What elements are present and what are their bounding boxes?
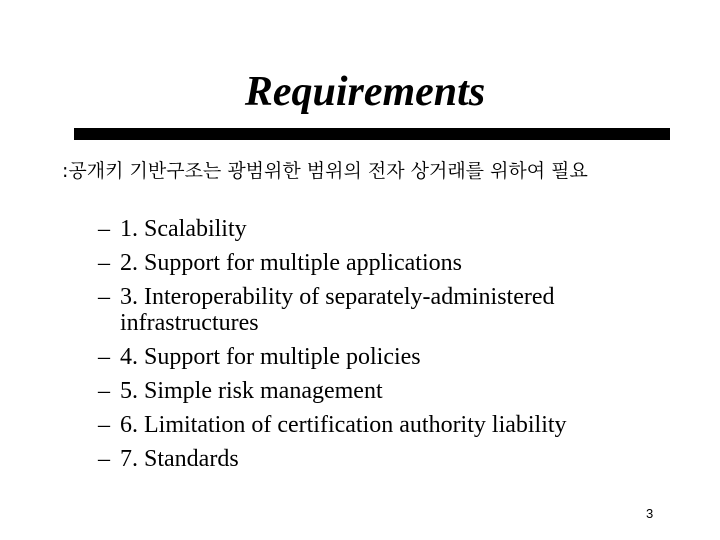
list-item-text: 6. Limitation of certification authority liability bbox=[120, 412, 567, 438]
dash-bullet: – bbox=[98, 446, 110, 472]
list-item-text: 4. Support for multiple policies bbox=[120, 344, 421, 370]
list-item bbox=[98, 412, 698, 438]
dash-bullet: – bbox=[98, 284, 110, 310]
dash-bullet: – bbox=[98, 250, 110, 276]
list-item-text: 3. Interoperability of separately-administered infrastructures bbox=[120, 284, 555, 336]
list-item bbox=[98, 344, 698, 370]
requirements-list bbox=[98, 216, 698, 480]
intro-marker: : bbox=[62, 160, 69, 182]
dash-bullet: – bbox=[98, 344, 110, 370]
list-item-text: 2. Support for multiple applications bbox=[120, 250, 462, 276]
list-item-text: 7. Standards bbox=[120, 446, 239, 472]
list-item-text: 5. Simple risk management bbox=[120, 378, 383, 404]
dash-bullet: – bbox=[98, 412, 110, 438]
intro-text: 공개키 기반구조는 광범위한 범위의 전자 상거래를 위하여 필요 bbox=[68, 160, 588, 182]
dash-bullet: – bbox=[98, 216, 110, 242]
dash-bullet: – bbox=[98, 378, 110, 404]
list-item bbox=[98, 378, 698, 404]
list-item bbox=[98, 250, 698, 276]
list-item-text: 1. Scalability bbox=[120, 216, 247, 242]
list-item bbox=[98, 284, 698, 336]
list-item bbox=[98, 446, 698, 472]
slide-title: Requirements bbox=[244, 69, 486, 115]
intro-text-block bbox=[62, 158, 702, 184]
title-divider bbox=[74, 128, 670, 140]
page-number: 3 bbox=[646, 506, 654, 521]
list-item bbox=[98, 216, 698, 242]
